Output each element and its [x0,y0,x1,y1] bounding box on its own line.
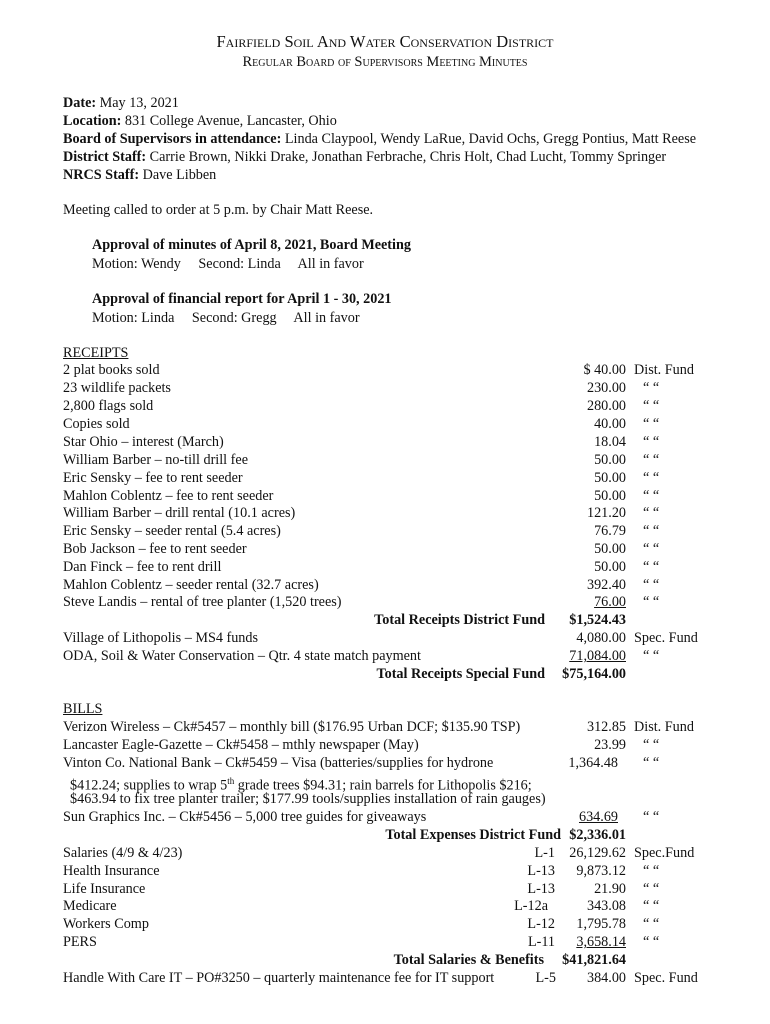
date-line [63,94,179,112]
salary-desc: PERS [63,934,97,950]
total-receipts-special-label: Total Receipts Special Fund [376,666,545,682]
bill-code: L-5 [535,970,556,986]
receipt-row [63,540,763,558]
receipt-amount: 71,084.00 [569,648,626,664]
receipt-amount: 50.00 [594,488,626,504]
receipt-fund: “ “ [643,648,660,664]
receipt-row [63,415,763,433]
salary-fund: “ “ [643,898,660,914]
receipt-row [63,504,763,522]
receipt-row [63,593,763,611]
receipt-fund: “ “ [643,523,660,539]
total-receipts-special-value: $75,164.00 [562,666,626,682]
receipt-amount: 121.20 [586,505,626,521]
receipt-desc: Dan Finck – fee to rent drill [63,559,222,575]
total-receipts-special-row [63,665,763,683]
receipt-amount: 50.00 [594,541,626,557]
receipt-desc: Eric Sensky – seeder rental (5.4 acres) [63,523,281,539]
salary-fund: “ “ [643,934,660,950]
total-receipts-district-label: Total Receipts District Fund [374,612,545,628]
bill-desc: Sun Graphics Inc. – Ck#5456 – 5,000 tree guides for giveaways [63,809,427,825]
total-salaries-label: Total Salaries & Benefits [393,952,544,968]
board-label: Board of Supervisors in attendance: [63,131,282,147]
salary-amount: 1,795.78 [576,916,626,932]
call-to-order: Meeting called to order at 5 p.m. by Chair Matt Reese. [63,202,374,218]
receipt-desc: Steve Landis – rental of tree planter (1,520 trees) [63,594,342,610]
receipt-fund: “ “ [643,488,660,504]
receipt-fund: “ “ [643,416,660,432]
board-line [63,130,696,148]
bill-amount: 1,364.48 [568,755,618,771]
salary-amount: 21.90 [594,881,626,897]
salary-desc: Life Insurance [63,881,146,897]
nrcs-label: NRCS Staff: [63,167,140,183]
staff-line [63,148,666,166]
receipt-fund: “ “ [643,541,660,557]
total-salaries-value: $41,821.64 [562,952,626,968]
salary-desc: Medicare [63,898,117,914]
total-expenses-value: $2,336.01 [569,827,626,843]
receipt-amount: 4,080.00 [576,630,626,646]
bill-cont-sup: th [227,776,235,786]
receipt-desc: 2 plat books sold [63,362,160,378]
receipt-desc: 2,800 flags sold [63,398,154,414]
receipt-row [63,522,763,540]
receipt-desc: 23 wildlife packets [63,380,171,396]
salary-fund: “ “ [643,881,660,897]
receipt-amount: 76.00 [594,594,626,610]
receipt-row [63,451,763,469]
salary-code: L-13 [527,863,555,879]
bill-fund: “ “ [643,809,660,825]
receipt-fund: “ “ [643,398,660,414]
bill-row [63,754,763,772]
bill-amount: 634.69 [578,809,618,825]
approval-minutes-title: Approval of minutes of April 8, 2021, Board Meeting [92,237,411,253]
receipt-amount: 392.40 [586,577,626,593]
bill-fund: Dist. Fund [634,719,694,735]
receipt-desc: Bob Jackson – fee to rent seeder [63,541,247,557]
page-title: Fairfield Soil And Water Conservation District [216,32,554,51]
salary-desc: Workers Comp [63,916,149,932]
salary-fund: “ “ [643,863,660,879]
receipt-amount: 50.00 [594,470,626,486]
total-salaries-row [63,951,763,969]
salary-row [63,897,763,915]
receipt-row [63,469,763,487]
receipt-fund: “ “ [643,434,660,450]
staff-label: District Staff: [63,149,147,165]
receipt-fund: “ “ [643,470,660,486]
receipt-amount: 40.00 [594,416,626,432]
receipt-desc: Eric Sensky – fee to rent seeder [63,470,243,486]
approval-financial-motion [92,309,360,327]
result-text: All in favor [297,256,364,272]
bill-amount: 23.99 [594,737,626,753]
location-line [63,112,337,130]
bill-cont-text: $412.24; supplies to wrap 5 [70,777,228,794]
location-value: 831 College Avenue, Lancaster, Ohio [124,113,337,129]
receipts-heading: RECEIPTS [63,345,129,361]
salary-amount: 343.08 [586,898,626,914]
receipt-desc: ODA, Soil & Water Conservation – Qtr. 4 state match payment [63,648,421,664]
nrcs-line [63,166,216,184]
receipt-fund: “ “ [643,577,660,593]
receipt-amount: $ 40.00 [583,362,626,378]
bill-desc: Lancaster Eagle-Gazette – Ck#5458 – mthly newspaper (May) [63,737,419,753]
receipt-row [63,558,763,576]
salary-desc: Health Insurance [63,863,160,879]
salary-code: L-1 [534,845,555,861]
salary-row [63,880,763,898]
salary-row [63,844,763,862]
bill-row [63,808,763,826]
receipt-desc: Star Ohio – interest (March) [63,434,224,450]
receipt-fund: “ “ [643,505,660,521]
receipt-amount: 76.79 [594,523,626,539]
receipt-row [63,397,763,415]
date-label: Date: [63,95,97,111]
bill-desc: Verizon Wireless – Ck#5457 – monthly bill ($176.95 Urban DCF; $135.90 TSP) [63,719,521,735]
bill-row [63,736,763,754]
bill-fund: Spec. Fund [634,970,698,986]
bill-amount: 384.00 [586,970,626,986]
receipt-desc: Mahlon Coblentz – fee to rent seeder [63,488,274,504]
salary-amount: 26,129.62 [569,845,626,861]
salary-fund: “ “ [643,916,660,932]
salary-fund: Spec.Fund [634,845,695,861]
receipt-desc: Village of Lithopolis – MS4 funds [63,630,259,646]
salary-row [63,862,763,880]
nrcs-value: Dave Libben [142,167,217,183]
motion-text: Motion: Linda [92,310,175,326]
bill-amount: 312.85 [586,719,626,735]
page-subtitle: Regular Board of Supervisors Meeting Minutes [242,54,528,70]
salary-code: L-12 [527,916,555,932]
special-receipt-row [63,629,763,647]
board-value: Linda Claypool, Wendy LaRue, David Ochs, Gregg Pontius, Matt Reese [284,131,697,147]
approval-financial-title: Approval of financial report for April 1 - 30, 2021 [92,291,392,307]
date-value: May 13, 2021 [99,95,179,111]
salary-row [63,933,763,951]
salary-amount: 9,873.12 [576,863,626,879]
result-text: All in favor [293,310,360,326]
bills-heading: BILLS [63,701,103,717]
bill-continuation: $463.94 to fix tree planter trailer; $177.99 tools/supplies installation of rain gauges) [70,791,546,807]
special-receipt-row [63,647,763,665]
receipt-desc: Copies sold [63,416,130,432]
receipt-desc: Mahlon Coblentz – seeder rental (32.7 acres) [63,577,319,593]
bill-desc: Handle With Care IT – PO#3250 – quarterly maintenance fee for IT support [63,970,495,986]
receipt-fund: “ “ [643,594,660,610]
receipt-fund: Dist. Fund [634,362,694,378]
receipt-row [63,487,763,505]
approval-minutes-motion [92,255,364,273]
salary-desc: Salaries (4/9 & 4/23) [63,845,183,861]
salary-code: L-13 [527,881,555,897]
salary-amount: 3,658.14 [576,934,626,950]
bill-row [63,718,763,736]
total-expenses-label: Total Expenses District Fund [385,827,561,843]
bill-row [63,969,763,987]
total-receipts-district-row [63,611,763,629]
location-label: Location: [63,113,122,129]
total-receipts-district-value: $1,524.43 [569,612,626,628]
receipt-row [63,379,763,397]
staff-value: Carrie Brown, Nikki Drake, Jonathan Ferbrache, Chris Holt, Chad Lucht, Tommy Springer [149,149,667,165]
receipt-amount: 50.00 [594,452,626,468]
motion-text: Motion: Wendy [92,256,181,272]
total-expenses-row [63,826,763,844]
receipt-row [63,433,763,451]
second-text: Second: Linda [198,256,281,272]
receipt-row [63,576,763,594]
receipt-fund: “ “ [643,559,660,575]
bill-cont-text: grade trees $94.31; rain barrels for Lithopolis $216; [234,777,532,794]
receipt-amount: 18.04 [594,434,626,450]
receipt-fund: “ “ [643,380,660,396]
receipt-desc: William Barber – drill rental (10.1 acres) [63,505,296,521]
receipt-desc: William Barber – no-till drill fee [63,452,248,468]
bill-desc: Vinton Co. National Bank – Ck#5459 – Visa (batteries/supplies for hydrone [63,755,494,771]
salary-code: L-12a [514,898,548,914]
salary-code: L-11 [527,934,555,950]
receipt-amount: 50.00 [594,559,626,575]
receipt-amount: 280.00 [586,398,626,414]
receipt-amount: 230.00 [586,380,626,396]
second-text: Second: Gregg [191,310,277,326]
bill-fund: “ “ [643,737,660,753]
receipt-fund: “ “ [643,452,660,468]
bill-fund: “ “ [643,755,660,771]
salary-row [63,915,763,933]
receipt-row [63,361,763,379]
receipt-fund: Spec. Fund [634,630,698,646]
